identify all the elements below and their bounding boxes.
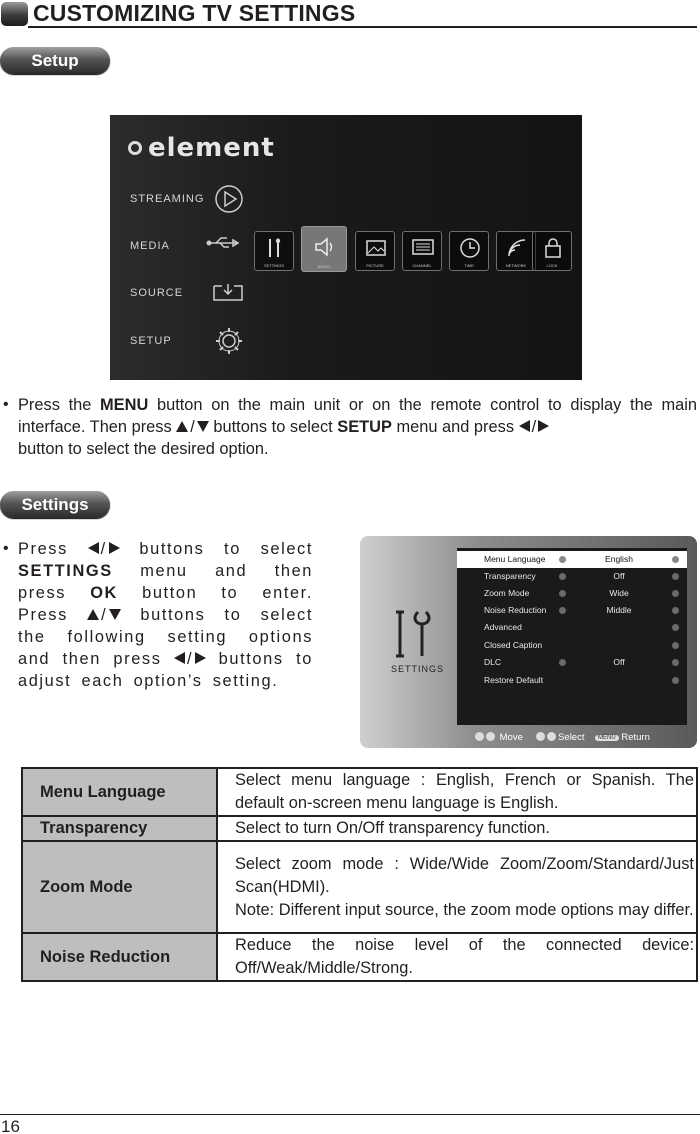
text-segment: buttons to adjust each option’s setting.: [18, 650, 313, 690]
tile-time: [449, 231, 489, 271]
settings-tools-icon: [390, 608, 436, 660]
footer-rule: [0, 1114, 700, 1115]
option-description: Reduce the noise level of the connected device: Off/Weak/Middle/Strong.: [217, 933, 697, 981]
menu-item-streaming: STREAMING: [130, 193, 205, 205]
tile-lock: [532, 231, 572, 271]
right-arrow-icon: [109, 542, 120, 554]
option-value: Wide: [609, 588, 629, 598]
option-dlc: [457, 654, 687, 671]
table-row: [22, 841, 697, 933]
right-button-icon: [547, 732, 556, 741]
element-logo-text: element: [148, 133, 275, 163]
right-dot-icon: [672, 642, 679, 649]
down-arrow-icon: [197, 421, 209, 432]
text-segment: Press: [18, 540, 88, 558]
option-description: [217, 841, 697, 933]
menu-item-setup: SETUP: [130, 335, 172, 347]
bullet: •: [3, 540, 9, 557]
option-value: English: [605, 554, 633, 564]
option-name: Restore Default: [484, 675, 544, 685]
option-key: Zoom Mode: [22, 841, 217, 933]
option-restore-default: [457, 672, 687, 689]
tile-network: [496, 231, 536, 271]
settings-footer-hints: [475, 732, 650, 743]
menu-item-media: MEDIA: [130, 240, 170, 252]
option-key: Menu Language: [22, 768, 217, 816]
text-segment: buttons to select: [208, 418, 338, 436]
option-value: Off: [613, 571, 625, 581]
text-segment: button on the main unit or on the remote control to display the main interface. Then press: [18, 396, 697, 436]
text-segment: button to enter. Press: [18, 584, 313, 624]
option-name: Transparency: [484, 571, 536, 581]
bullet: •: [3, 396, 9, 413]
option-note: Note: Different input source, the zoom mode options may differ.: [235, 900, 694, 919]
option-closed-caption: [457, 637, 687, 654]
page-title: CUSTOMIZING TV SETTINGS: [33, 0, 356, 26]
channel-icon: [412, 237, 434, 259]
tile-picture: [355, 231, 395, 271]
table-row: [22, 933, 697, 981]
play-icon: [214, 184, 244, 214]
option-value: Off: [613, 657, 625, 667]
option-name: DLC: [484, 657, 502, 667]
gear-icon: [214, 326, 244, 356]
option-key: Transparency: [22, 816, 217, 841]
setup-heading: Setup: [0, 47, 110, 74]
left-dot-icon: [559, 607, 566, 614]
option-description: Select to turn On/Off transparency function.: [217, 816, 697, 841]
network-icon: [506, 237, 528, 259]
settings-tools-icon: [264, 237, 286, 259]
hint-move: Move: [499, 732, 523, 743]
settings-keyword: SETTINGS: [18, 562, 113, 580]
ok-keyword: OK: [90, 584, 118, 602]
up-button-icon: [475, 732, 484, 741]
option-name: Noise Reduction: [484, 605, 547, 615]
menu-button-icon: MENU: [595, 735, 619, 741]
right-dot-icon: [672, 556, 679, 563]
left-button-icon: [536, 732, 545, 741]
option-menu-language: [457, 551, 687, 568]
left-arrow-icon: [174, 652, 185, 664]
speaker-icon: [313, 235, 337, 259]
menu-keyword: MENU: [100, 396, 149, 414]
settings-heading: Settings: [0, 491, 110, 518]
main-menu-screenshot: [110, 115, 582, 380]
option-name: Menu Language: [484, 554, 546, 564]
down-button-icon: [486, 732, 495, 741]
setup-instructions: Press the MENU button on the main unit or on the remote control to display the main interface. Then press / buttons to select SETUP menu and press / button to select the desired option.: [18, 396, 697, 458]
left-dot-icon: [559, 556, 566, 563]
tile-channel: [402, 231, 442, 271]
tile-settings-label: SETTINGS: [263, 263, 284, 268]
tile-audio-label: AUDIO: [317, 264, 331, 269]
left-arrow-icon: [88, 542, 99, 554]
title-rule: [28, 26, 697, 28]
right-arrow-icon: [195, 652, 206, 664]
right-arrow-icon: [538, 420, 549, 432]
table-row: [22, 768, 697, 816]
right-dot-icon: [672, 573, 679, 580]
text-segment: menu and then press: [18, 562, 313, 602]
element-logo-mark: [128, 141, 142, 155]
option-description: Select menu language : English, French or Spanish. The default on-screen menu language is English.: [217, 768, 697, 816]
left-dot-icon: [559, 659, 566, 666]
clock-icon: [459, 237, 481, 259]
right-dot-icon: [672, 590, 679, 597]
left-arrow-icon: [519, 420, 530, 432]
right-dot-icon: [672, 677, 679, 684]
lock-icon: [542, 237, 564, 259]
right-dot-icon: [672, 607, 679, 614]
hint-return: Return: [621, 732, 650, 743]
right-dot-icon: [672, 659, 679, 666]
menu-item-source: SOURCE: [130, 287, 184, 299]
settings-instructions: Press / buttons to select SETTINGS menu and then press OK button to enter. Press / buttons to select the following setting options and then press / buttons to adjust each option’s setting.: [18, 540, 313, 690]
option-description-text: Select zoom mode : Wide/Wide Zoom/Zoom/Standard/Just Scan(HDMI).: [235, 854, 694, 896]
element-logo: [128, 133, 275, 163]
text-segment: buttons to select: [119, 540, 313, 558]
text-segment: menu and press: [391, 418, 519, 436]
option-name: Closed Caption: [484, 640, 543, 650]
option-name: Zoom Mode: [484, 588, 530, 598]
tile-picture-label: PICTURE: [366, 263, 384, 268]
picture-icon: [365, 237, 387, 259]
settings-options-table: [21, 767, 698, 982]
right-dot-icon: [672, 624, 679, 631]
option-noise-reduction: [457, 602, 687, 619]
tile-settings: [254, 231, 294, 271]
text-segment: buttons to select the following setting options and then press: [18, 606, 313, 668]
option-name: Advanced: [484, 622, 522, 632]
section-icon: [1, 2, 28, 26]
text-segment: button to select the desired option.: [18, 440, 269, 458]
setup-keyword: SETUP: [337, 418, 392, 436]
tile-time-label: TIME: [464, 263, 474, 268]
up-arrow-icon: [87, 609, 99, 620]
settings-menu-screenshot: [360, 536, 697, 748]
left-dot-icon: [559, 573, 566, 580]
up-arrow-icon: [176, 421, 188, 432]
tile-audio: [301, 226, 347, 272]
tile-channel-label: CHANNEL: [412, 263, 432, 268]
tile-lock-label: LOCK: [546, 263, 558, 268]
settings-screen-title: SETTINGS: [391, 664, 445, 674]
left-dot-icon: [559, 590, 566, 597]
option-value: Middle: [606, 605, 632, 615]
down-arrow-icon: [109, 609, 121, 620]
text-segment: Press the: [18, 396, 101, 414]
tile-network-label: NETWORK: [505, 263, 527, 268]
option-transparency: [457, 568, 687, 585]
page-number: 16: [1, 1117, 20, 1134]
settings-option-list: [457, 548, 687, 725]
option-key: Noise Reduction: [22, 933, 217, 981]
hint-select: Select: [558, 732, 585, 743]
table-row: [22, 816, 697, 841]
option-zoom-mode: [457, 585, 687, 602]
source-icon: [212, 282, 244, 302]
usb-icon: [206, 235, 242, 251]
option-advanced: [457, 619, 687, 636]
